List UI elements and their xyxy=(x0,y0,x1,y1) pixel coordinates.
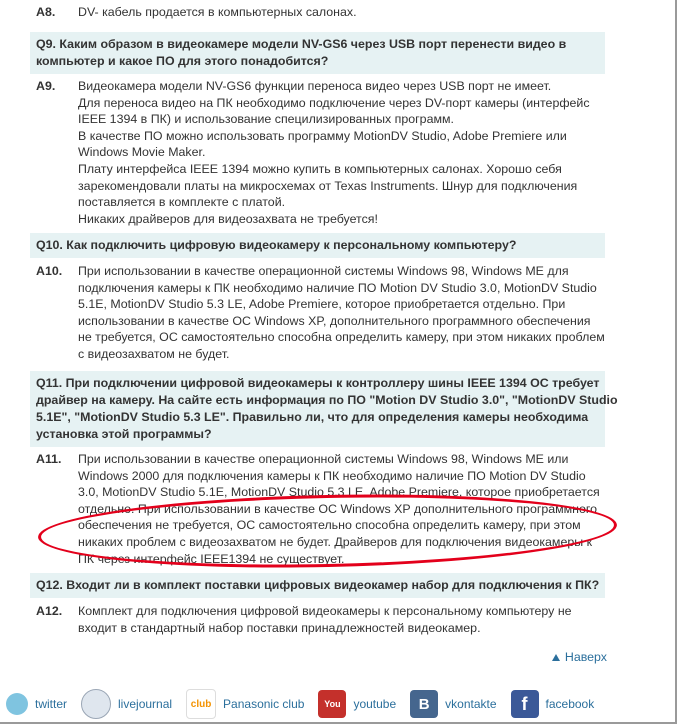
answer-line: В качестве ПО можно использовать программу MotionDV Studio, Adobe Premiere или xyxy=(78,128,567,143)
answer-line: входит в стандартный набор поставки принадлежностей видеокамер. xyxy=(78,620,481,635)
answer-label: A10. xyxy=(36,264,63,278)
answer-line: IEEE 1394 в ПК) и использование специлизированных программ. xyxy=(78,112,454,127)
question-heading xyxy=(30,573,605,598)
answer-line: использовании в качестве ОС Windows XP, дополнительного программного обеспечения xyxy=(78,313,591,328)
answer-line: Никаких драйверов для видеозахвата не требуется! xyxy=(78,211,378,226)
answer-line: Комплект для подключения цифровой видеокамеры к персональному компьютеру не xyxy=(78,604,572,618)
livejournal-icon xyxy=(81,689,111,719)
back-to-top-link[interactable]: Наверх xyxy=(552,650,607,664)
answer-line: DV- кабель продается в компьютерных салонах. xyxy=(78,5,357,19)
answer-line: зарекомендовали платы на микросхемах от Texas Instruments. Шнур для подключения xyxy=(78,178,578,193)
answer-line: 5.1E, MotionDV Studio 5.3 LE, Adobe Premiere, которое приобретается отдельно. При xyxy=(78,297,566,312)
answer-line: с видеозахватом не будет. xyxy=(78,346,230,361)
answer-block xyxy=(30,451,605,567)
answer-line: Видеокамера модели NV-GS6 функции переноса видео через USB порт не имеет. xyxy=(78,79,552,93)
answer-line: не требуется, ОС самостоятельно способна определить камеру, при этом никаких проблем xyxy=(78,330,605,345)
social-links-bar xyxy=(0,686,677,722)
social-link-label: livejournal xyxy=(118,697,173,711)
social-link-label: Panasonic club xyxy=(223,697,305,711)
question-line: Q10. Как подключить цифровую видеокамеру к персональному компьютеру? xyxy=(36,238,517,252)
answer-block xyxy=(30,603,605,636)
question-heading xyxy=(30,32,605,74)
answer-line: При использовании в качестве операционной системы Windows 98, Windows ME для xyxy=(78,264,569,278)
answer-line: При использовании в качестве операционной системы Windows 98, Windows ME или xyxy=(78,452,569,466)
question-line: драйвер на камеру. На сайте есть информация по ПО "Motion DV Studio 3.0", "MotionDV Studio xyxy=(36,393,618,407)
social-link-vkontakte[interactable] xyxy=(410,690,496,718)
question-line: Q9. Каким образом в видеокамере модели NV-GS6 через USB порт перенести видео в xyxy=(36,37,567,51)
answer-block xyxy=(30,4,605,21)
answer-line: никаких проблем с видеозахватом не будет. Драйверов для подключения видеокамеры к xyxy=(78,534,593,549)
answer-line: ПК через интерфейс IEEE1394 не существует. xyxy=(78,551,345,566)
answer-line: Windows Movie Maker. xyxy=(78,145,206,160)
answer-label: A11. xyxy=(36,452,62,466)
youtube-icon: You xyxy=(318,690,346,718)
question-line: Q12. Входит ли в комплект поставки цифровых видеокамер набор для подключения к ПК? xyxy=(36,578,600,592)
facebook-icon: f xyxy=(511,690,539,718)
answer-label: A12. xyxy=(36,604,63,618)
answer-line: поставляется в комплекте с платой. xyxy=(78,195,286,210)
social-link-livejournal[interactable] xyxy=(81,689,172,719)
answer-line: 3.0, MotionDV Studio 5.1E, MotionDV Studio 5.3 LE, Adobe Premiere, которое приобретается xyxy=(78,485,600,500)
twitter-icon xyxy=(6,693,28,715)
answer-line: Плату интерфейса IEEE 1394 можно купить в компьютерных салонах. Хорошо себя xyxy=(78,161,562,176)
question-line: Q11. При подключении цифровой видеокамеры к контроллеру шины IEEE 1394 ОС требует xyxy=(36,376,600,390)
answer-text xyxy=(78,78,599,227)
question-heading xyxy=(30,233,605,258)
answer-block xyxy=(30,78,605,227)
answer-text xyxy=(78,451,600,567)
social-link-facebook[interactable] xyxy=(511,690,595,718)
panasonic-club-icon: club xyxy=(186,689,216,719)
answer-line: подключения камеры к ПК необходимо наличие ПО Motion DV Studio 3.0, MotionDV Studio xyxy=(78,280,597,295)
question-heading xyxy=(30,371,618,447)
social-link-twitter[interactable] xyxy=(6,693,67,715)
answer-text xyxy=(78,4,599,21)
question-line: установка этой программы? xyxy=(36,427,212,441)
answer-line: обеспечения не требуется, ОС самостоятельно способна определить камеру, при этом xyxy=(78,518,581,533)
social-link-label: vkontakte xyxy=(445,697,497,711)
answer-text xyxy=(78,603,599,636)
question-line: 5.1E", "MotionDV Studio 5.3 LE". Правильно ли, что для определения камеры необходима xyxy=(36,410,589,424)
answer-line: отдельно. При использовании в качестве ОС Windows XP дополнительного программного xyxy=(78,501,598,516)
answer-block xyxy=(30,263,605,363)
social-link-youtube[interactable] xyxy=(318,690,396,718)
social-link-panasonic-club[interactable] xyxy=(186,689,304,719)
answer-label: A8. xyxy=(36,5,56,19)
vkontakte-icon: B xyxy=(410,690,438,718)
arrow-up-icon xyxy=(552,654,560,661)
social-link-label: youtube xyxy=(353,697,397,711)
answer-label: A9. xyxy=(36,79,56,93)
answer-line: Для переноса видео на ПК необходимо подключение через DV-порт камеры (интерфейс xyxy=(78,95,590,110)
social-link-label: facebook xyxy=(545,697,595,711)
answer-text xyxy=(78,263,605,363)
social-link-label: twitter xyxy=(35,697,68,711)
answer-line: Windows 2000 для подключения камеры к ПК необходимо наличие ПО Motion DV Studio xyxy=(78,468,586,483)
question-line: компьютер и какое ПО для этого понадобится? xyxy=(36,54,329,68)
